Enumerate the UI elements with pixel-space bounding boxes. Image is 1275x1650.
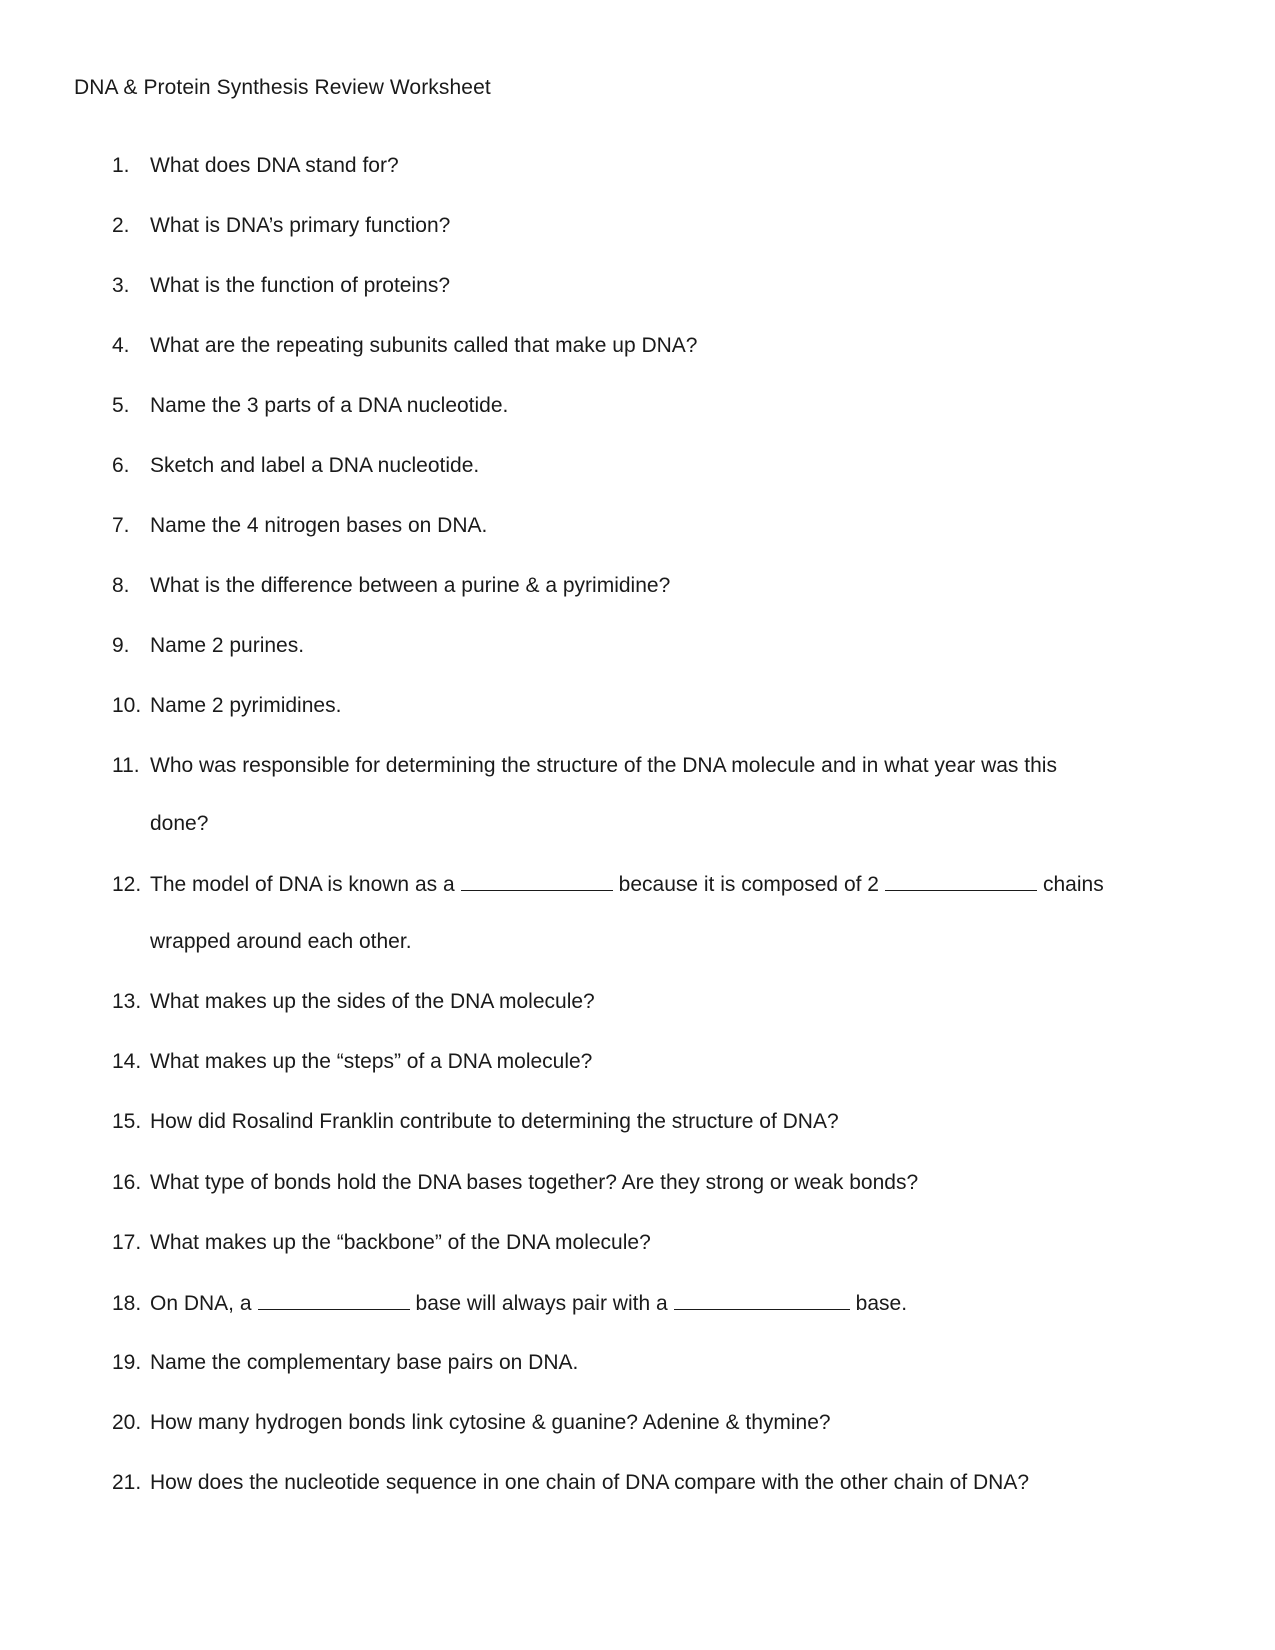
question-3 (112, 274, 450, 298)
question-text: What are the repeating subunits called that make up DNA? (150, 334, 698, 357)
answer-blank-1[interactable] (258, 1291, 410, 1310)
question-text: Name 2 pyrimidines. (150, 694, 342, 717)
question-text: Name 2 purines. (150, 634, 305, 657)
question-number: 1. (112, 154, 130, 177)
question-number: 21. (112, 1471, 142, 1494)
question-number: 14. (112, 1050, 142, 1073)
question-12-continuation: wrapped around each other. (150, 930, 412, 953)
question-text: What type of bonds hold the DNA bases together? Are they strong or weak bonds? (150, 1171, 919, 1194)
question-number: 8. (112, 574, 130, 597)
question-14 (112, 1050, 592, 1074)
question-10 (112, 694, 341, 718)
question-17 (112, 1231, 651, 1255)
question-8 (112, 574, 670, 598)
question-19 (112, 1351, 578, 1375)
question-7 (112, 514, 487, 538)
question-text-part1: On DNA, a (150, 1292, 252, 1315)
question-text: What is the function of proteins? (150, 274, 450, 297)
answer-blank-2[interactable] (674, 1291, 850, 1310)
question-number: 9. (112, 634, 130, 657)
question-text: Name the 4 nitrogen bases on DNA. (150, 514, 488, 537)
question-text: What is DNA’s primary function? (150, 214, 451, 237)
question-text: What makes up the sides of the DNA molecule? (150, 990, 595, 1013)
question-13 (112, 990, 595, 1014)
question-text: What makes up the “steps” of a DNA molecule? (150, 1050, 593, 1073)
question-number: 6. (112, 454, 130, 477)
question-number: 19. (112, 1351, 142, 1374)
question-number: 11. (112, 754, 140, 777)
question-text: Sketch and label a DNA nucleotide. (150, 454, 480, 477)
question-text-part1: The model of DNA is known as a (150, 873, 455, 896)
question-number: 3. (112, 274, 130, 297)
question-text-part3: chains (1042, 873, 1104, 896)
question-text: Name the complementary base pairs on DNA. (150, 1351, 579, 1374)
question-text: Who was responsible for determining the structure of the DNA molecule and in what year was this (150, 754, 1057, 777)
question-number: 2. (112, 214, 130, 237)
question-number: 4. (112, 334, 130, 357)
question-number: 5. (112, 394, 130, 417)
question-11 (112, 754, 1057, 778)
question-11-continuation: done? (150, 812, 209, 835)
question-text: How many hydrogen bonds link cytosine & guanine? Adenine & thymine? (150, 1411, 831, 1434)
question-text: How did Rosalind Franklin contribute to determining the structure of DNA? (150, 1110, 839, 1133)
question-4 (112, 334, 697, 358)
page-title: DNA & Protein Synthesis Review Worksheet (74, 76, 491, 99)
question-number: 16. (112, 1171, 142, 1194)
question-text: What makes up the “backbone” of the DNA molecule? (150, 1231, 651, 1254)
question-text-part3: base. (855, 1292, 908, 1315)
question-16 (112, 1171, 918, 1195)
answer-blank-2[interactable] (885, 872, 1037, 891)
question-15 (112, 1110, 839, 1134)
question-number: 7. (112, 514, 130, 537)
question-number: 20. (112, 1411, 142, 1434)
question-number: 15. (112, 1110, 142, 1133)
question-number: 18. (112, 1292, 142, 1315)
question-18 (112, 1291, 907, 1316)
question-21 (112, 1471, 1029, 1495)
question-number: 10. (112, 694, 142, 717)
question-2 (112, 214, 450, 238)
question-text: What does DNA stand for? (150, 154, 399, 177)
question-6 (112, 454, 479, 478)
answer-blank-1[interactable] (461, 872, 613, 891)
question-1 (112, 154, 399, 178)
question-text-part2: base will always pair with a (415, 1292, 668, 1315)
question-text: What is the difference between a purine & a pyrimidine? (150, 574, 671, 597)
question-9 (112, 634, 304, 658)
question-5 (112, 394, 508, 418)
question-text: Name the 3 parts of a DNA nucleotide. (150, 394, 509, 417)
question-12 (112, 872, 1104, 897)
question-text-part2: because it is composed of 2 (618, 873, 879, 896)
question-20 (112, 1411, 831, 1435)
question-text: How does the nucleotide sequence in one chain of DNA compare with the other chain of DNA? (150, 1471, 1030, 1494)
question-number: 17. (112, 1231, 142, 1254)
question-number: 13. (112, 990, 142, 1013)
question-number: 12. (112, 873, 142, 896)
